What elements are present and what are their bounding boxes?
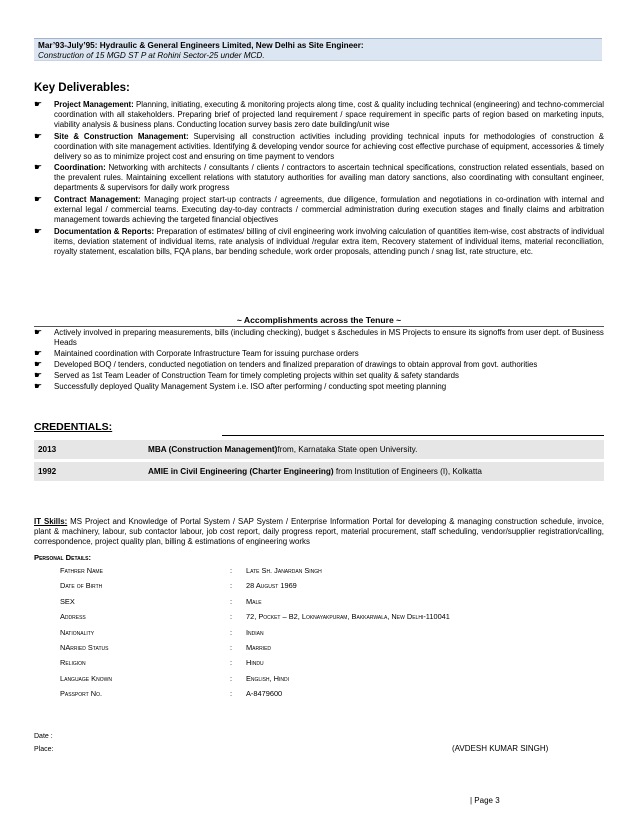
detail-separator: : xyxy=(230,612,233,622)
detail-value: 72, Pocket – B2, Loknayakpuram, Bakkarwala, New Delhi-110041 xyxy=(246,612,450,622)
detail-key: Passport No. xyxy=(60,689,103,699)
detail-separator: : xyxy=(230,673,233,683)
deliverable-text: Planning, initiating, executing & monitoring projects along time, cost & quality including technical (engineering) and techno-commercial coordination with all stakeholders. Preparing brief of projected land requirement / space requirement in specific parts of region based on marketing inputs, viability analysis & business plans. Conducting location survey basis zero date building/unit wise xyxy=(54,100,604,129)
pointing-hand-icon: ☛ xyxy=(34,380,43,391)
personal-details-heading: Personal Details: xyxy=(34,553,92,562)
place-label: Place: xyxy=(34,746,54,753)
detail-key: Nationality xyxy=(60,627,95,637)
pointing-hand-icon: ☛ xyxy=(34,162,43,173)
detail-separator: : xyxy=(230,627,233,637)
accomplishment-item xyxy=(34,371,604,381)
deliverables-heading: Key Deliverables: xyxy=(34,82,130,94)
it-skills-paragraph xyxy=(34,517,604,547)
deliverables-list xyxy=(34,100,604,259)
detail-separator: : xyxy=(230,596,233,606)
pointing-hand-icon: ☛ xyxy=(34,369,43,380)
detail-value: Male xyxy=(246,596,262,606)
table-row xyxy=(60,563,450,578)
page-number: | Page 3 xyxy=(470,796,500,805)
deliverable-label: Documentation & Reports: xyxy=(54,226,155,236)
accomplishment-item xyxy=(34,382,604,392)
accomplishment-text: Served as 1st Team Leader of Construction Team for timely completing projects within set quality & safety standards xyxy=(54,370,459,380)
table-row xyxy=(34,440,604,461)
date-label: Date : xyxy=(34,733,53,740)
pointing-hand-icon: ☛ xyxy=(34,358,43,369)
pointing-hand-icon: ☛ xyxy=(34,99,43,109)
table-row xyxy=(60,686,450,701)
credentials-table xyxy=(34,440,604,484)
detail-value: English, Hindi xyxy=(246,673,289,683)
it-skills-label: IT Skills: xyxy=(34,517,68,526)
detail-value: Late Sh. Janardan Singh xyxy=(246,566,322,575)
detail-key: NArried Status xyxy=(60,643,109,653)
table-row xyxy=(60,609,450,624)
pointing-hand-icon: ☛ xyxy=(34,194,43,205)
credential-year: 1992 xyxy=(34,461,144,483)
detail-separator: : xyxy=(230,581,233,591)
credential-year: 2013 xyxy=(34,440,144,461)
accomplishment-item xyxy=(34,328,604,348)
accomplishment-text: Actively involved in preparing measurements, bills (including checking), budget s &schedules in MS Projects to ensure its signoffs from user dept. of Business Heads xyxy=(54,328,604,347)
detail-value: 28 August 1969 xyxy=(246,581,297,591)
accomplishment-text: Maintained coordination with Corporate Infrastructure Team for issuing purchase orders xyxy=(54,348,359,358)
pointing-hand-icon: ☛ xyxy=(34,130,43,141)
detail-separator: : xyxy=(230,566,233,575)
detail-separator: : xyxy=(230,689,233,699)
table-row xyxy=(60,655,450,670)
accomplishment-item xyxy=(34,360,604,370)
deliverable-item xyxy=(34,227,604,257)
credential-from: from Institution of Engineers (I), Kolkatta xyxy=(333,467,482,476)
deliverable-label: Coordination: xyxy=(54,163,106,173)
table-row xyxy=(60,671,450,686)
accomplishments-divider xyxy=(34,326,604,327)
detail-key: Date of Birth xyxy=(60,581,103,591)
table-row xyxy=(34,461,604,483)
credentials-heading: CREDENTIALS: xyxy=(34,421,113,433)
deliverable-item xyxy=(34,132,604,162)
deliverable-text: Preparation of estimates/ billing of civil engineering work involving calculation of quantities item-wise, cost abstracts of individual items, deviation statement of individual items, rate analysis of individual /regular extra item, Recovery statement of individual items, material reconciliation, royalty statement, escalation bills, FQA plans, bar bending schedule, work order proposals, attending punch / snag list, rate structure, etc. xyxy=(54,226,605,256)
deliverable-item xyxy=(34,163,604,193)
credential-degree: AMIE in Civil Engineering (Charter Engineering) xyxy=(148,467,334,476)
credentials-divider xyxy=(222,435,604,436)
personal-details-table xyxy=(60,563,450,702)
detail-key: Language Known xyxy=(60,673,112,683)
deliverable-item xyxy=(34,100,604,130)
table-row xyxy=(60,578,450,593)
table-row xyxy=(60,640,450,655)
detail-value: A-8479600 xyxy=(246,689,283,699)
signature-name: (AVDESH KUMAR SINGH) xyxy=(452,744,549,753)
detail-key: SEX xyxy=(60,596,75,606)
deliverable-item xyxy=(34,195,604,225)
accomplishments-list xyxy=(34,328,604,392)
credential-from: from, Karnataka State open University. xyxy=(277,445,418,454)
job-entry-box xyxy=(34,38,602,61)
accomplishments-heading: ~ Accomplishments across the Tenure ~ xyxy=(236,315,402,325)
pointing-hand-icon: ☛ xyxy=(34,327,43,337)
accomplishment-item xyxy=(34,349,604,359)
accomplishment-text: Developed BOQ / tenders, conducted negotiation on tenders and finalized preparation of drawings to obtain approval from govt. authorities xyxy=(54,359,538,369)
pointing-hand-icon: ☛ xyxy=(34,225,43,236)
detail-separator: : xyxy=(230,643,233,653)
deliverable-label: Site & Construction Management: xyxy=(54,131,189,141)
detail-key: Religion xyxy=(60,658,86,668)
deliverable-text: Networking with architects / consultants / clients / contractors to ascertain technical specifications, construction related essentials, based on the prevalent rules. Maintaining excellent relations with statutory authorities for availing man datory sanctions, also coordinating with consultant engineer, departments & supervisors for daily work progress xyxy=(54,163,604,193)
credential-detail xyxy=(144,440,604,461)
deliverable-label: Contract Management: xyxy=(54,195,141,205)
table-row xyxy=(60,594,450,609)
detail-key: Fathrer Name xyxy=(60,566,103,575)
table-row xyxy=(60,625,450,640)
deliverable-text: Managing project start-up contracts / agreements, due diligence, formulation and negotiations in co-ordination with internal and external legal / commercial teams. Executing day-to-day contracts / commercial administration during execution stages and finally claims and arbitration management towards achieving the targeted financial objectives xyxy=(54,195,604,224)
detail-separator: : xyxy=(230,658,233,668)
deliverable-label: Project Management: xyxy=(54,100,134,109)
detail-key: Address xyxy=(60,612,86,622)
job-subtitle: Construction of 15 MGD ST P at Rohini Sector-25 under MCD. xyxy=(38,51,265,60)
job-title: Mar’93-July’95: Hydraulic & General Engineers Limited, New Delhi as Site Engineer: xyxy=(38,41,364,50)
it-skills-text: MS Project and Knowledge of Portal System / SAP System / Enterprise Information Portal for developing & managing construction schedule, invoice, plant & machinery, labour, sub contactor labour, job cost report, daily progress report, material procurement, staff scheduling, vendor/supplier registration/calling, correspondence, project quality plan, billing & estimations of engineering works xyxy=(34,517,605,546)
detail-value: Hindu xyxy=(246,658,264,668)
accomplishment-text: Successfully deployed Quality Management System i.e. ISO after performing / conducting spot meeting planning xyxy=(54,381,447,391)
pointing-hand-icon: ☛ xyxy=(34,347,43,358)
credential-detail xyxy=(144,461,604,483)
credential-degree: MBA (Construction Management) xyxy=(148,445,278,454)
detail-value: Married xyxy=(246,643,272,653)
detail-value: Indian xyxy=(246,627,264,637)
deliverable-text: Supervising all construction activities including providing technical inputs for methodologies of construction & coordination with site management activities. Identifying & developing vendor source for achieving cost effective purchase of equipment, accessories & timely delivery so as to minimize project cost and ensuring on time payment to vendors xyxy=(54,131,604,161)
